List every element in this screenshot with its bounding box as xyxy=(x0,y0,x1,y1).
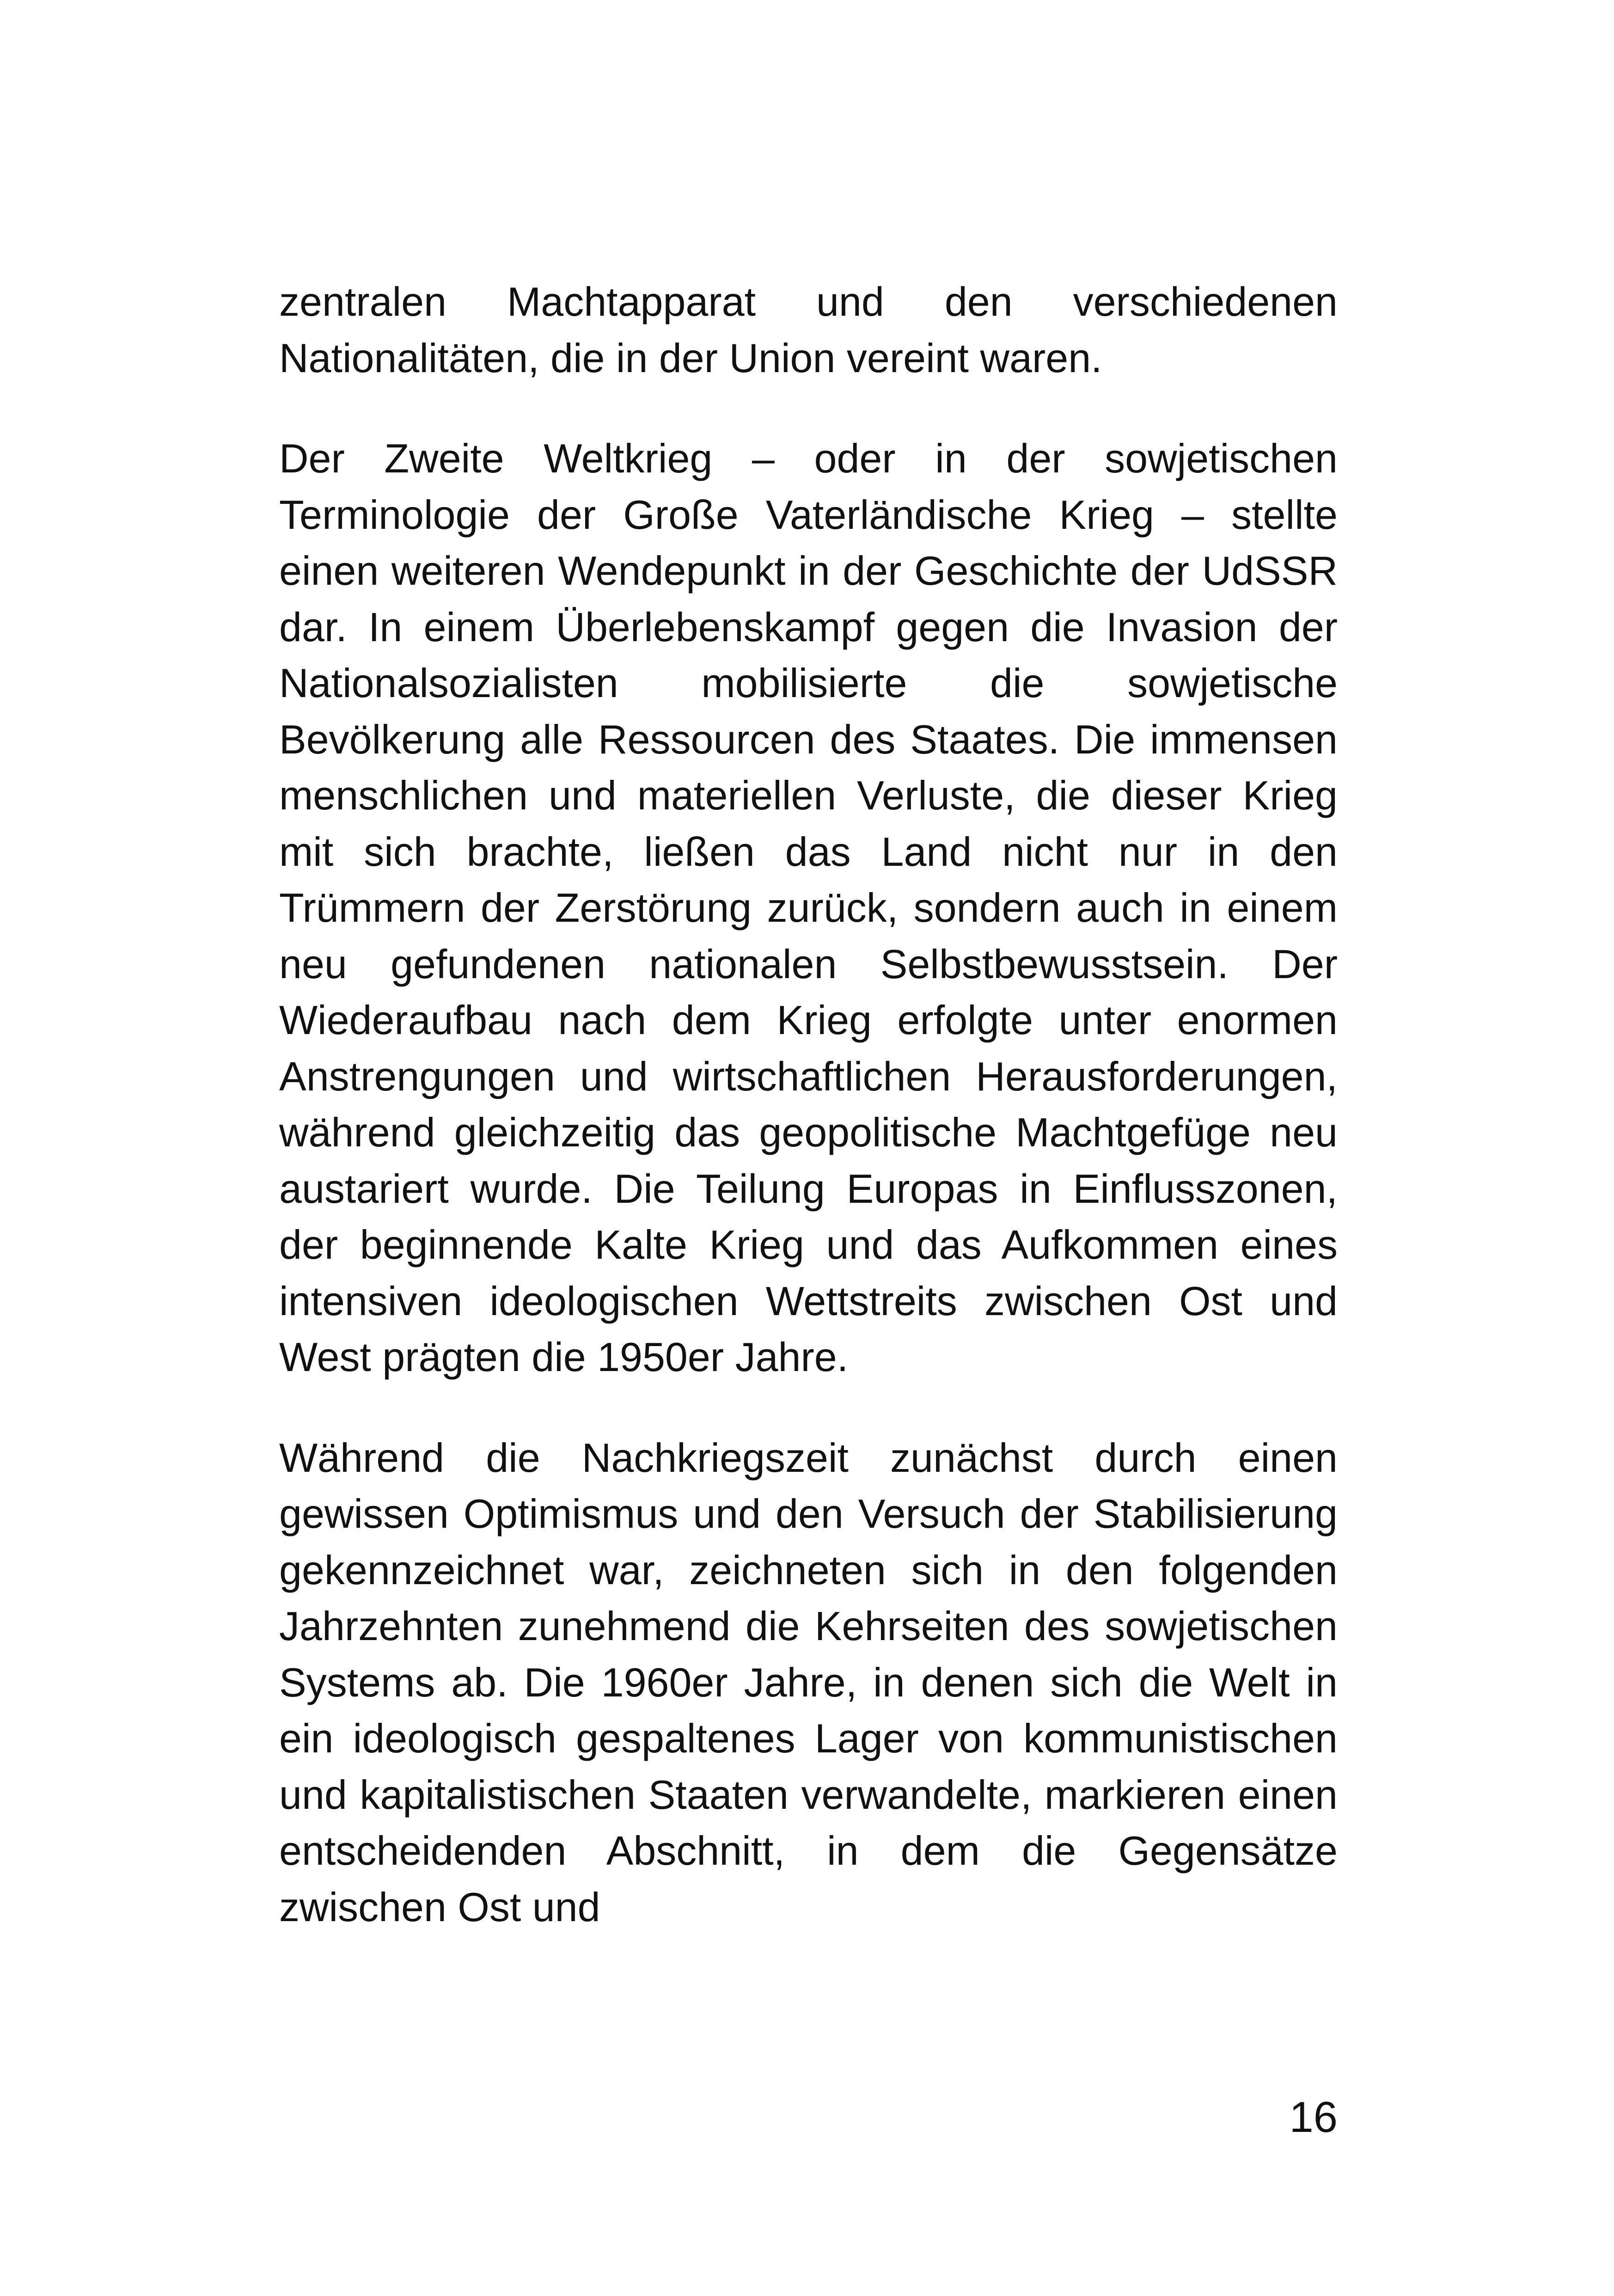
paragraph-1: zentralen Machtapparat und den verschiedenen Nationalitäten, die in der Union vereint waren. xyxy=(279,279,1338,381)
paragraph-2: Der Zweite Weltkrieg – oder in der sowjetischen Terminologie der Große Vaterländische Krieg – stellte einen weiteren Wendepunkt in der Geschichte der UdSSR dar. In einem Überlebenskampf gegen die Invasion der Nationalsozialisten mobilisierte die sowjetische Bevölkerung alle Ressourcen des Staates. Die immensen menschlichen und materiellen Verluste, die dieser Krieg mit sich brachte, ließen das Land nicht nur in den Trümmern der Zerstörung zurück, sondern auch in einem neu gefundenen nationalen Selbstbewusstsein. Der Wiederaufbau nach dem Krieg erfolgte unter enormen Anstrengungen und wirtschaftlichen Herausforderungen, während gleichzeitig das geopolitische Machtgefüge neu austariert wurde. Die Teilung Europas in Einflusszonen, der beginnende Kalte Krieg und das Aufkommen eines intensiven ideologischen Wettstreits zwischen Ost und West prägten die 1950er Jahre. xyxy=(279,435,1338,1380)
page-number: 16 xyxy=(1289,2093,1338,2141)
body-text xyxy=(279,274,1338,1935)
paragraph-3: Während die Nachkriegszeit zunächst durch einen gewissen Optimismus und den Versuch der Stabilisierung gekennzeichnet war, zeichneten sich in den folgenden Jahrzehnten zunehmend die Kehrseiten des sowjetischen Systems ab. Die 1960er Jahre, in denen sich die Welt in ein ideologisch gespaltenes Lager von kommunistischen und kapitalistischen Staaten verwandelte, markieren einen entscheidenden Abschnitt, in dem die Gegensätze zwischen Ost und xyxy=(279,1434,1338,1930)
